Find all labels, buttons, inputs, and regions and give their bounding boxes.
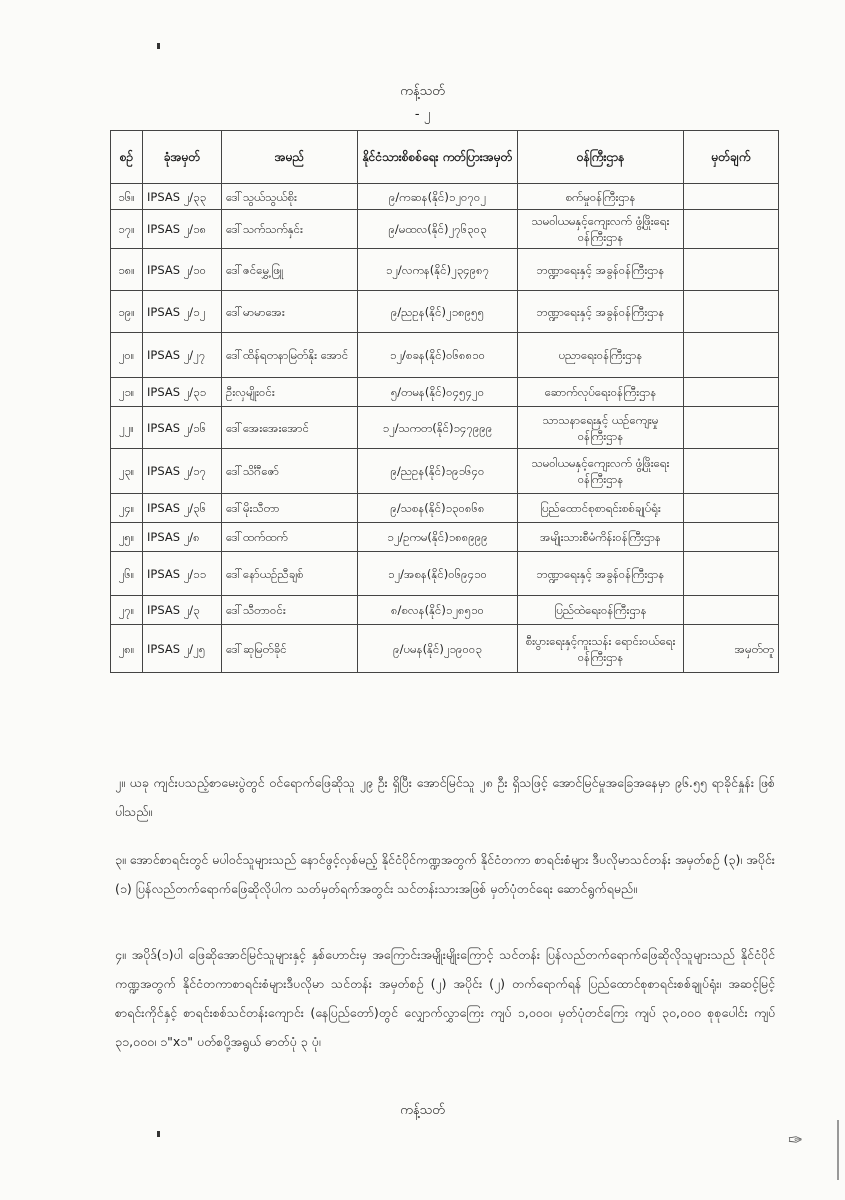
row-number-cell: ၂၂။ — [111, 407, 143, 449]
handwritten-mark-icon: ✑ — [788, 1130, 804, 1151]
nrc-number-cell: ၁၂/လကန(နိုင်)၂၃၄၉၈၇ — [358, 249, 518, 291]
row-number-cell: ၂၈။ — [111, 625, 143, 673]
candidate-name-cell: ဒေါ်အေးအေးအောင် — [222, 407, 358, 449]
ministry-name-cell: ပြည်ထောင်စုစာရင်းစစ်ချုပ်ရုံး — [518, 494, 684, 523]
table-row — [111, 449, 779, 494]
ministry-name-cell: ဘဏ္ဍာရေးနှင့် အခွန်ဝန်ကြီးဌာန — [518, 249, 684, 291]
candidate-name-cell: ဒေါ်ထက်ထက် — [222, 523, 358, 552]
col-header-remark: မှတ်ချက် — [684, 131, 779, 184]
table-row — [111, 494, 779, 523]
nrc-number-cell: ၉/ကဆန(နိုင်)၁၂၀၇၀၂ — [358, 184, 518, 210]
remark-cell — [684, 407, 779, 449]
table-row — [111, 378, 779, 407]
row-number-cell: ၂၄။ — [111, 494, 143, 523]
col-header-nrc: နိုင်ငံသားစိစစ်ရေး ကတ်ပြားအမှတ် — [358, 131, 518, 184]
ministry-name-cell: သမဝါယမနှင့်ကျေးလက် ဖွံ့ဖြိုးရေးဝန်ကြီးဌာန — [518, 449, 684, 494]
roll-number-cell: IPSAS ၂/၁၁ — [143, 552, 222, 596]
candidate-name-cell: ဒေါ်ဇင်မွှေ့ဖြူ — [222, 249, 358, 291]
table-row — [111, 625, 779, 673]
scan-mark — [157, 43, 160, 49]
nrc-number-cell: ၈/စလန(နိုင်)၁၂၈၅၁၀ — [358, 596, 518, 625]
roll-number-cell: IPSAS ၂/၃ — [143, 596, 222, 625]
remark-cell — [684, 249, 779, 291]
ministry-name-cell: အမျိုးသားစီမံကိန်းဝန်ကြီးဌာန — [518, 523, 684, 552]
remark-cell — [684, 291, 779, 333]
scan-edge — [837, 1120, 839, 1180]
table-row — [111, 210, 779, 249]
candidate-name-cell: ဒေါ်သီတာဝင်း — [222, 596, 358, 625]
ministry-name-cell: သမဝါယမနှင့်ကျေးလက် ဖွံ့ဖြိုးရေးဝန်ကြီးဌာန — [518, 210, 684, 249]
ministry-name-cell: ဘဏ္ဍာရေးနှင့် အခွန်ဝန်ကြီးဌာန — [518, 291, 684, 333]
remark-cell — [684, 596, 779, 625]
remark-cell: အမှတ်တူ — [684, 625, 779, 673]
paragraph-4: ၄။ အပိုဒ်(၁)ပါ ဖြေဆိုအောင်မြင်သူများနှင့် နှစ်ဟောင်းမှ အကြောင်းအမျိုးမျိုးကြောင့် သင်တန်း ပြန်လည်တက်ရောက်ဖြေဆိုလိုသူများသည် နိုင်ငံပိုင်ကဏ္ဍအတွက် နိုင်ငံတကာစာရင်းစံများဒီပလိုမာ သင်တန်း အမှတ်စဉ် (၂) အပိုင်း (၂) တက်ရောက်ရန် ပြည်ထောင်စုစာရင်းစစ်ချုပ်ရုံး၊ အဆင့်မြင့် စာရင်းကိုင်နှင့် စာရင်းစစ်သင်တန်းကျောင်း (နေပြည်တော်)တွင် လျှောက်လွှာကြေး ကျပ် ၁,၀၀၀၊ မှတ်ပုံတင်ကြေး ကျပ် ၃၀,၀၀၀ စုစုပေါင်း ကျပ် ၃၁,၀၀၀၊ ၁"x၁" ပတ်စပို့အရွယ် ဓာတ်ပုံ ၃ ပုံ၊ — [115, 947, 775, 1049]
nrc-number-cell: ၁၂/သကတ(နိုင်)၁၄၇၉၉၉ — [358, 407, 518, 449]
nrc-number-cell: ၉/သစန(နိုင်)၁၃၀၈၆၈ — [358, 494, 518, 523]
row-number-cell: ၂၅။ — [111, 523, 143, 552]
remark-cell — [684, 378, 779, 407]
row-number-cell: ၁၉။ — [111, 291, 143, 333]
candidate-name-cell: ဦးလှမျိုးဝင်း — [222, 378, 358, 407]
nrc-number-cell: ၁၂/စခန(နိုင်)၀၆၈၈၁၀ — [358, 333, 518, 378]
paragraph-3: ၃။ အောင်စာရင်းတွင် မပါဝင်သူများသည် နောင်ဖွင့်လှစ်မည့် နိုင်ငံပိုင်ကဏ္ဍအတွက် နိုင်ငံတကာ စာရင်းစံများ ဒီပလိုမာသင်တန်း အမှတ်စဉ် (၃)၊ အပိုင်း (၁) ပြန်လည်တက်ရောက်ဖြေဆိုလိုပါက သတ်မှတ်ရက်အတွင်း သင်တန်းသားအဖြစ် မှတ်ပုံတင်ရေး ဆောင်ရွက်ရမည်။ — [115, 852, 775, 896]
ministry-name-cell: ဆောက်လုပ်ရေးဝန်ကြီးဌာန — [518, 378, 684, 407]
remark-cell — [684, 333, 779, 378]
row-number-cell: ၂၃။ — [111, 449, 143, 494]
roll-number-cell: IPSAS ၂/၁၈ — [143, 210, 222, 249]
roll-number-cell: IPSAS ၂/၂၅ — [143, 625, 222, 673]
row-number-cell: ၁၈။ — [111, 249, 143, 291]
row-number-cell: ၁၇။ — [111, 210, 143, 249]
roll-number-cell: IPSAS ၂/၁၀ — [143, 249, 222, 291]
remark-cell — [684, 210, 779, 249]
nrc-number-cell: ၁၂/ဥကမ(နိုင်)၁၈၈၉၉၉ — [358, 523, 518, 552]
ministry-name-cell: ဘဏ္ဍာရေးနှင့် အခွန်ဝန်ကြီးဌာန — [518, 552, 684, 596]
nrc-number-cell: ၉/ညဥန(နိုင်)၁၉၁၆၄၀ — [358, 449, 518, 494]
nrc-number-cell: ၉/မထလ(နိုင်)၂၇၆၃၀၃ — [358, 210, 518, 249]
candidate-name-cell: ဒေါ်မိုးသီတာ — [222, 494, 358, 523]
table-row — [111, 184, 779, 210]
col-header-roll: ခုံအမှတ် — [143, 131, 222, 184]
table-row — [111, 249, 779, 291]
ministry-name-cell: ပညာရေးဝန်ကြီးဌာန — [518, 333, 684, 378]
table-row — [111, 552, 779, 596]
footer-restriction: ကန့်သတ် — [400, 1103, 445, 1118]
remark-cell — [684, 552, 779, 596]
roll-number-cell: IPSAS ၂/၁၆ — [143, 407, 222, 449]
table-row — [111, 291, 779, 333]
row-number-cell: ၁၆။ — [111, 184, 143, 210]
candidate-name-cell: ဒေါ်ထိန်ရတနာမြတ်နိုး အောင် — [222, 333, 358, 378]
candidate-name-cell: ဒေါ်မာမာအေး — [222, 291, 358, 333]
remark-cell — [684, 494, 779, 523]
paragraph-2: ၂။ ယခု ကျင်းပသည့်စာမေးပွဲတွင် ဝင်ရောက်ဖြေဆိုသူ ၂၉ ဦး ရှိပြီး အောင်မြင်သူ ၂၈ ဦး ရှိသဖြင့် အောင်မြင်မှုအခြေအနေမှာ ၉၆.၅၅ ရာခိုင်နှုန်း ဖြစ်ပါသည်။ — [115, 775, 775, 819]
col-header-name: အမည် — [222, 131, 358, 184]
nrc-number-cell: ၁၂/အစန(နိုင်)၀၆၉၄၁၀ — [358, 552, 518, 596]
table-row — [111, 407, 779, 449]
nrc-number-cell: ၉/ပမန(နိုင်)၂၁၉၀၀၃ — [358, 625, 518, 673]
remark-cell — [684, 449, 779, 494]
roll-number-cell: IPSAS ၂/၁၂ — [143, 291, 222, 333]
roll-number-cell: IPSAS ၂/၂၇ — [143, 333, 222, 378]
col-header-no: စဉ် — [111, 131, 143, 184]
row-number-cell: ၂၀။ — [111, 333, 143, 378]
header-restriction: ကန့်သတ် — [400, 84, 445, 99]
table-row — [111, 333, 779, 378]
candidate-name-cell: ဒေါ်ဆုမြတ်ခိုင် — [222, 625, 358, 673]
roll-number-cell: IPSAS ၂/၃၃ — [143, 184, 222, 210]
row-number-cell: ၂၆။ — [111, 552, 143, 596]
ministry-name-cell: စက်မှုဝန်ကြီးဌာန — [518, 184, 684, 210]
nrc-number-cell: ၉/ညဥန(နိုင်)၂၁၈၉၅၅ — [358, 291, 518, 333]
candidate-name-cell: ဒေါ်သက်သက်နှင်း — [222, 210, 358, 249]
col-header-ministry: ဝန်ကြီးဌာန — [518, 131, 684, 184]
nrc-number-cell: ၅/တမန(နိုင်)၀၄၅၄၂၀ — [358, 378, 518, 407]
table-row — [111, 596, 779, 625]
remark-cell — [684, 523, 779, 552]
results-table — [110, 130, 779, 673]
ministry-name-cell: ပြည်ထဲရေးဝန်ကြီးဌာန — [518, 596, 684, 625]
candidate-name-cell: ဒေါ်နော်ယဉ်ညီချစ် — [222, 552, 358, 596]
row-number-cell: ၂၁။ — [111, 378, 143, 407]
page-number: - ၂ — [414, 107, 431, 122]
table-header-row — [111, 131, 779, 184]
roll-number-cell: IPSAS ၂/၃၆ — [143, 494, 222, 523]
ministry-name-cell: သာသနာရေးနှင့် ယဉ်ကျေးမှု ဝန်ကြီးဌာန — [518, 407, 684, 449]
ministry-name-cell: စီးပွားရေးနှင့်ကူးသန်း ရောင်းဝယ်ရေးဝန်ကြီးဌာန — [518, 625, 684, 673]
table-row — [111, 523, 779, 552]
remark-cell — [684, 184, 779, 210]
roll-number-cell: IPSAS ၂/၃၁ — [143, 378, 222, 407]
scan-mark — [157, 1131, 160, 1137]
candidate-name-cell: ဒေါ်သွယ်သွယ်စိုး — [222, 184, 358, 210]
candidate-name-cell: ဒေါ်သိင်္ဂီဇော် — [222, 449, 358, 494]
roll-number-cell: IPSAS ၂/၁၇ — [143, 449, 222, 494]
row-number-cell: ၂၇။ — [111, 596, 143, 625]
roll-number-cell: IPSAS ၂/၈ — [143, 523, 222, 552]
